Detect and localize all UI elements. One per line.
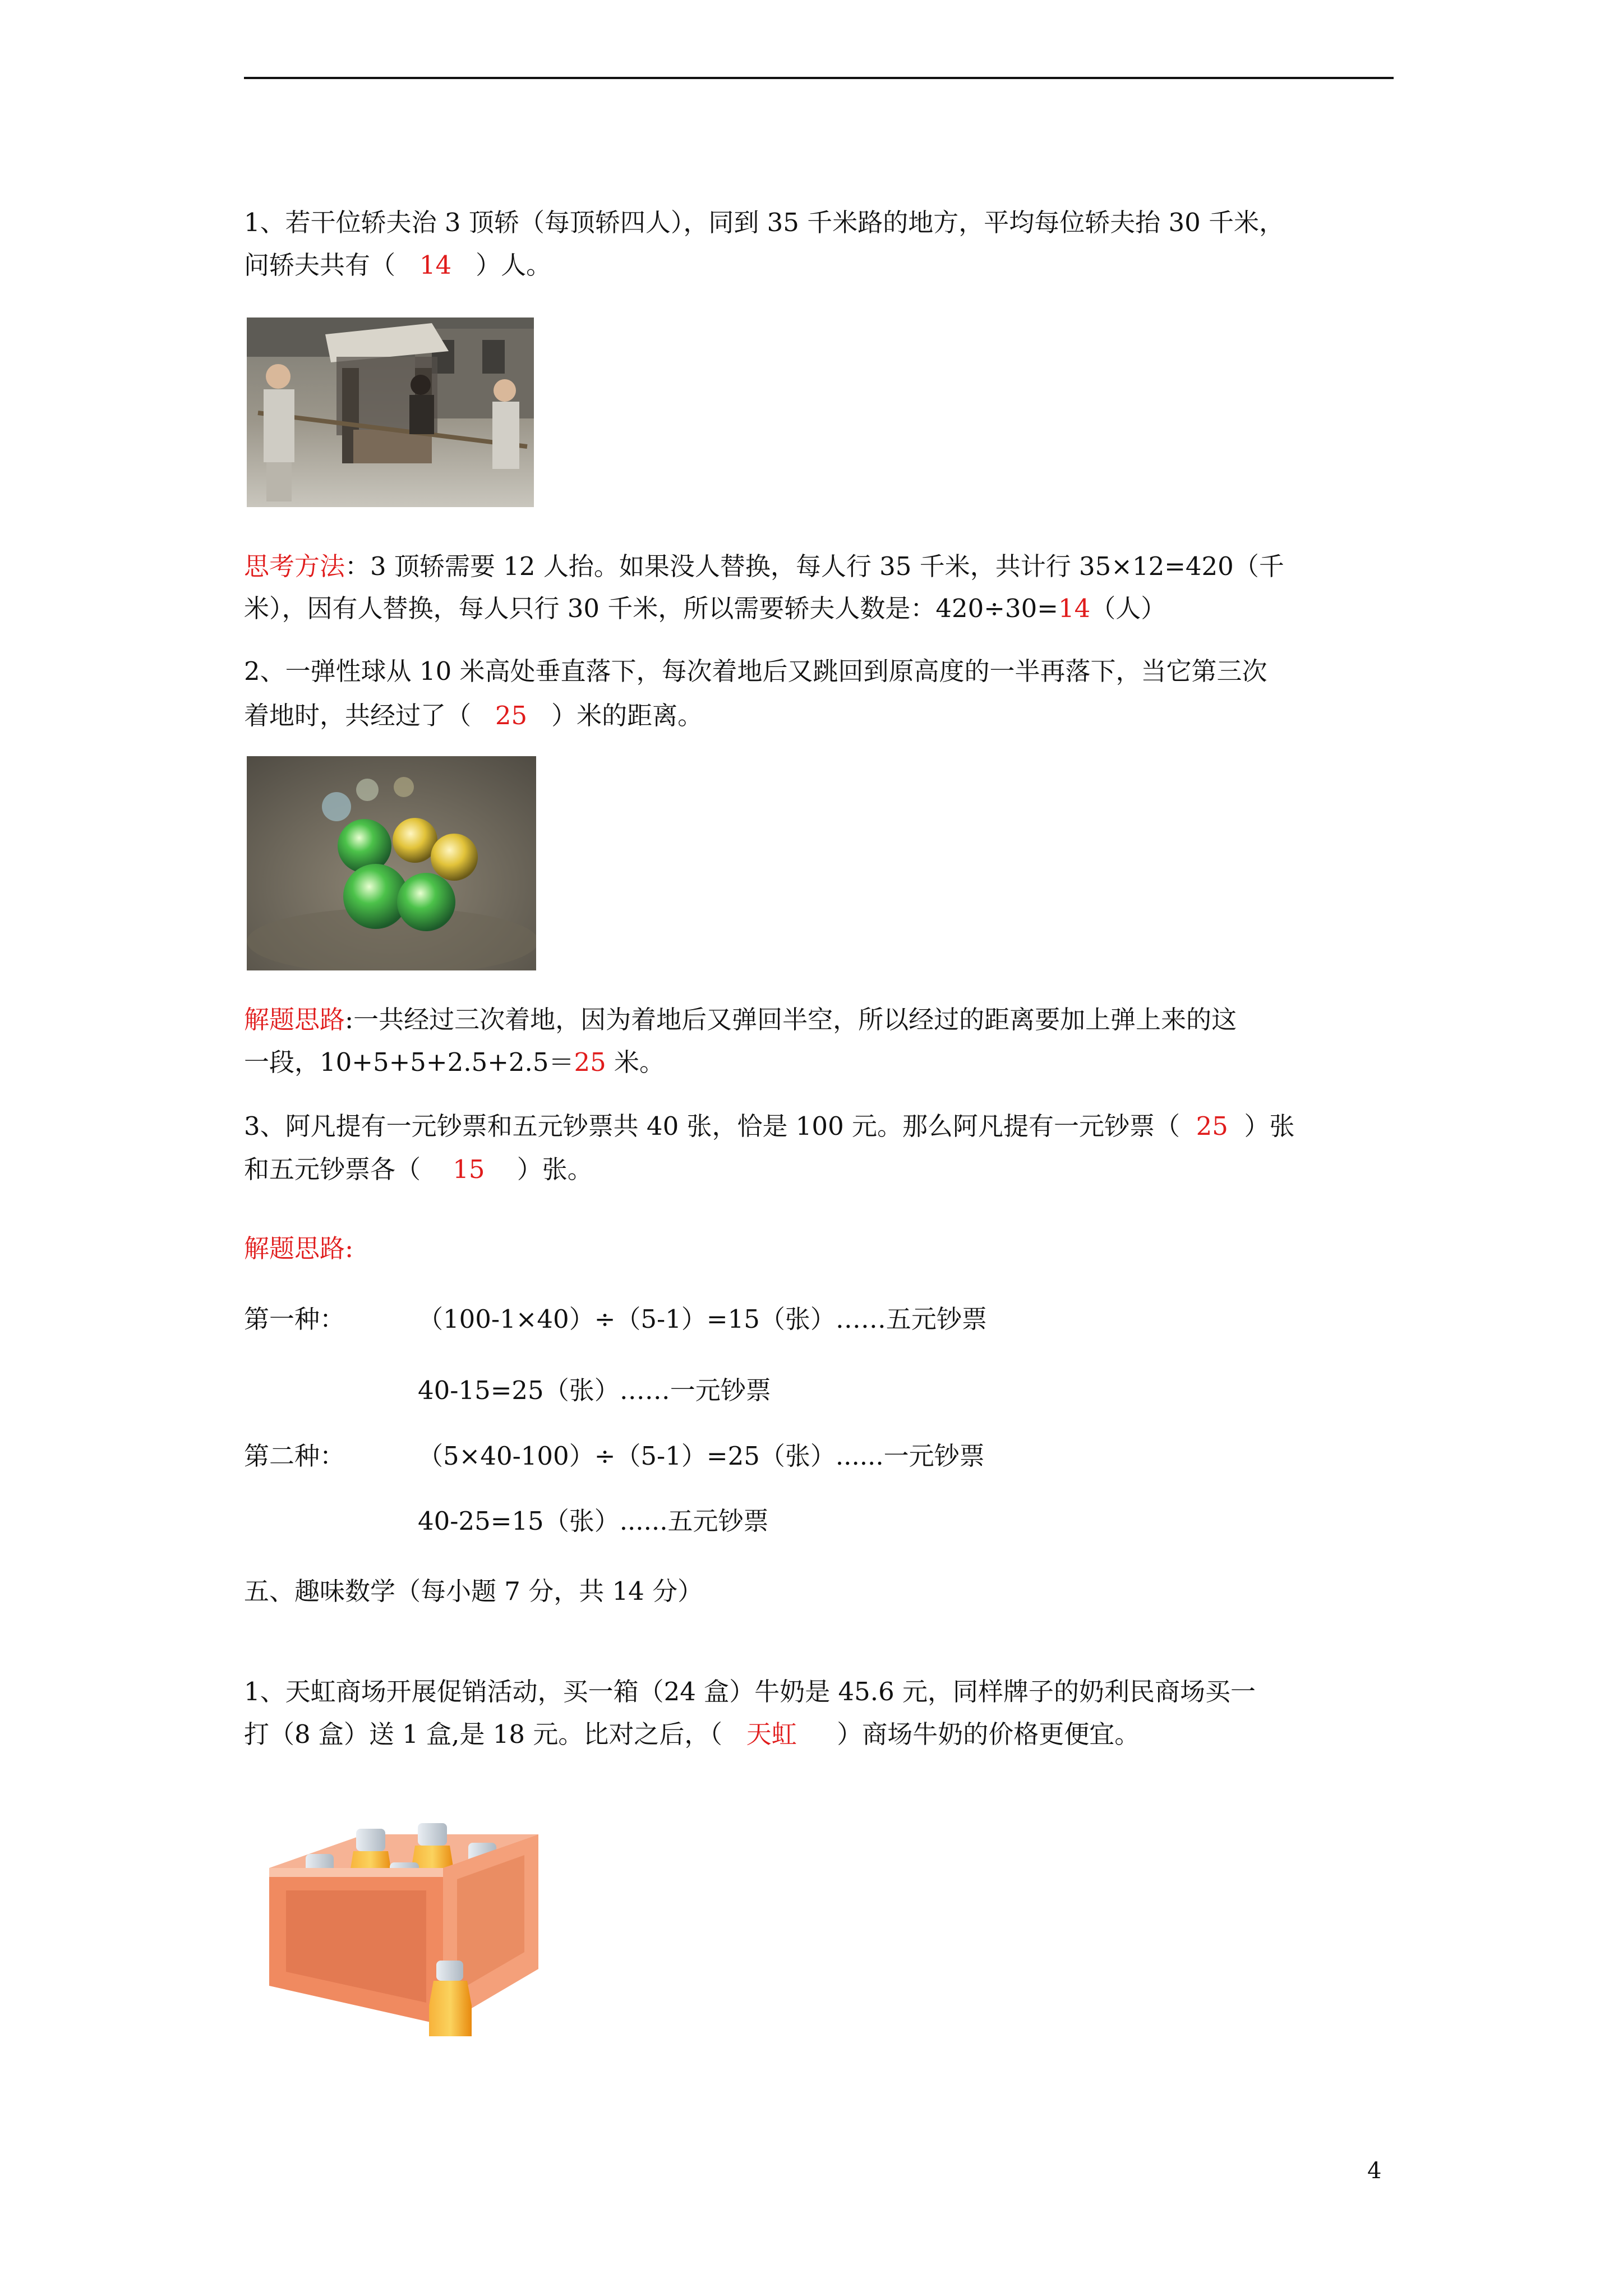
q1-method-answer: 14 xyxy=(1058,593,1091,623)
milk-bottle-crate-illustration xyxy=(258,1801,555,2036)
q3-method1-label: 第一种： xyxy=(244,1304,345,1334)
q3-solution-label: 解题思路: xyxy=(244,1234,354,1263)
q3-method1-line2: 40-15=25（张）……一元钞票 xyxy=(418,1375,771,1405)
page-number: 4 xyxy=(1367,2158,1382,2184)
q3-answer1: 25 xyxy=(1196,1111,1228,1141)
q3-method2-line2: 40-25=15（张）......五元钞票 xyxy=(418,1506,769,1536)
q3-method2-label: 第二种： xyxy=(244,1441,345,1471)
q2-solution-line2: 一段，10+5+5+2.5+2.5＝25 米。 xyxy=(244,1047,665,1077)
q2-line2: 着地时，共经过了（ 25 ）米的距离。 xyxy=(244,701,703,730)
q1-method-line2: 米），因有人替换，每人只行 30 千米，所以需要轿夫人数是：420÷30=14（人） xyxy=(244,593,1166,623)
header-rule xyxy=(244,77,1394,79)
q3-method2-line1: （5×40-100）÷（5-1）=25（张）......一元钞票 xyxy=(418,1441,985,1471)
q1-answer: 14 xyxy=(419,250,452,280)
q1-method-label: 思考方法 xyxy=(244,551,345,581)
q3-line2: 和五元钞票各（ 15 ）张。 xyxy=(244,1154,593,1184)
q1-line2: 问轿夫共有（ 14 ）人。 xyxy=(244,250,552,280)
s5-q1-answer: 天虹 xyxy=(746,1719,797,1749)
q3-answer2: 15 xyxy=(453,1154,485,1184)
q2-line1: 2、一弹性球从 10 米高处垂直落下，每次着地后又跳回到原高度的一半再落下，当它第三次 xyxy=(244,656,1267,686)
sedan-chair-photo xyxy=(247,318,534,507)
q2-solution-line1: 解题思路:一共经过三次着地，因为着地后又弹回半空，所以经过的距离要加上弹上来的这 xyxy=(244,1005,1237,1034)
q1-line1: 1、若干位轿夫治 3 顶轿（每顶轿四人），同到 35 千米路的地方，平均每位轿夫抬 30 千米， xyxy=(244,208,1285,237)
glass-marbles-photo xyxy=(247,756,536,970)
section5-heading: 五、趣味数学（每小题 7 分，共 14 分） xyxy=(244,1576,703,1606)
q2-solution-answer: 25 xyxy=(574,1047,606,1077)
q3-method1-line1: （100-1×40）÷（5-1）=15（张）……五元钞票 xyxy=(418,1304,987,1334)
s5-q1-line1: 1、天虹商场开展促销活动，买一箱（24 盒）牛奶是 45.6 元，同样牌子的奶利民商场买一 xyxy=(244,1677,1256,1706)
q2-answer: 25 xyxy=(495,701,528,730)
q3-line1: 3、阿凡提有一元钞票和五元钞票共 40 张，恰是 100 元。那么阿凡提有一元钞票（ 25 ）张 xyxy=(244,1111,1295,1141)
s5-q1-line2: 打（8 盒）送 1 盒,是 18 元。比对之后，（ 天虹 ）商场牛奶的价格更便宜。 xyxy=(244,1719,1140,1749)
q2-solution-label: 解题思路 xyxy=(244,1005,345,1034)
q1-method-line1: 思考方法：3 顶轿需要 12 人抬。如果没人替换，每人行 35 千米，共计行 35×12=420（千 xyxy=(244,551,1284,581)
